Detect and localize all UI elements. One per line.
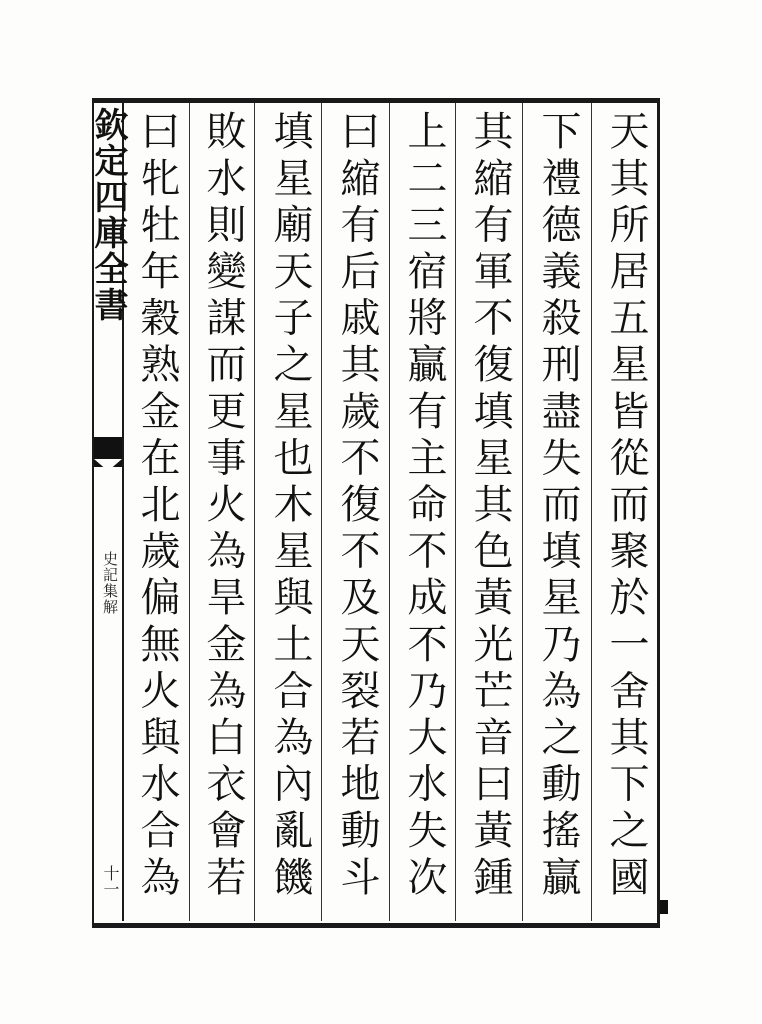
page-number: 十一: [101, 865, 120, 897]
text-column-1: [597, 110, 655, 920]
edge-mark: [660, 900, 668, 914]
column-text: 敗水則變謀而更事火為旱金為白衣會若: [200, 110, 246, 903]
text-column-2: [529, 110, 587, 920]
column-text: 天其所居五星皆從而聚於一舍其下之國: [603, 110, 649, 903]
text-column-7: [194, 110, 252, 920]
column-divider: [389, 103, 390, 921]
column-text: 曰縮有后戚其歲不復不及天裂若地動斗: [334, 110, 380, 903]
column-text: 下禮德義殺刑盡失而填星乃為之動搖贏: [535, 110, 581, 903]
text-column-4: [395, 110, 453, 920]
text-column-6: [261, 110, 319, 920]
text-column-3: [461, 110, 519, 920]
spine-margin: [88, 103, 128, 921]
fish-tail-mark: [94, 437, 122, 467]
text-column-5: [328, 110, 386, 920]
book-title: 史記集解: [101, 551, 119, 615]
column-divider: [254, 103, 255, 921]
column-text: 其縮有軍不復填星其色黃光芒音曰黃鍾: [467, 110, 513, 903]
column-divider: [189, 103, 190, 921]
column-divider: [522, 103, 523, 921]
column-text: 填星廟天子之星也木星與土合為內亂饑: [267, 110, 313, 903]
column-text: 曰牝牡年穀熟金在北歲偏無火與水合為: [134, 110, 180, 903]
text-column-8: [128, 110, 186, 920]
column-divider: [591, 103, 592, 921]
column-divider: [455, 103, 456, 921]
column-text: 上二三宿將贏有主命不成不乃大水失次: [401, 110, 447, 903]
collection-title: 欽定四庫全書: [88, 107, 128, 323]
column-divider: [321, 103, 322, 921]
